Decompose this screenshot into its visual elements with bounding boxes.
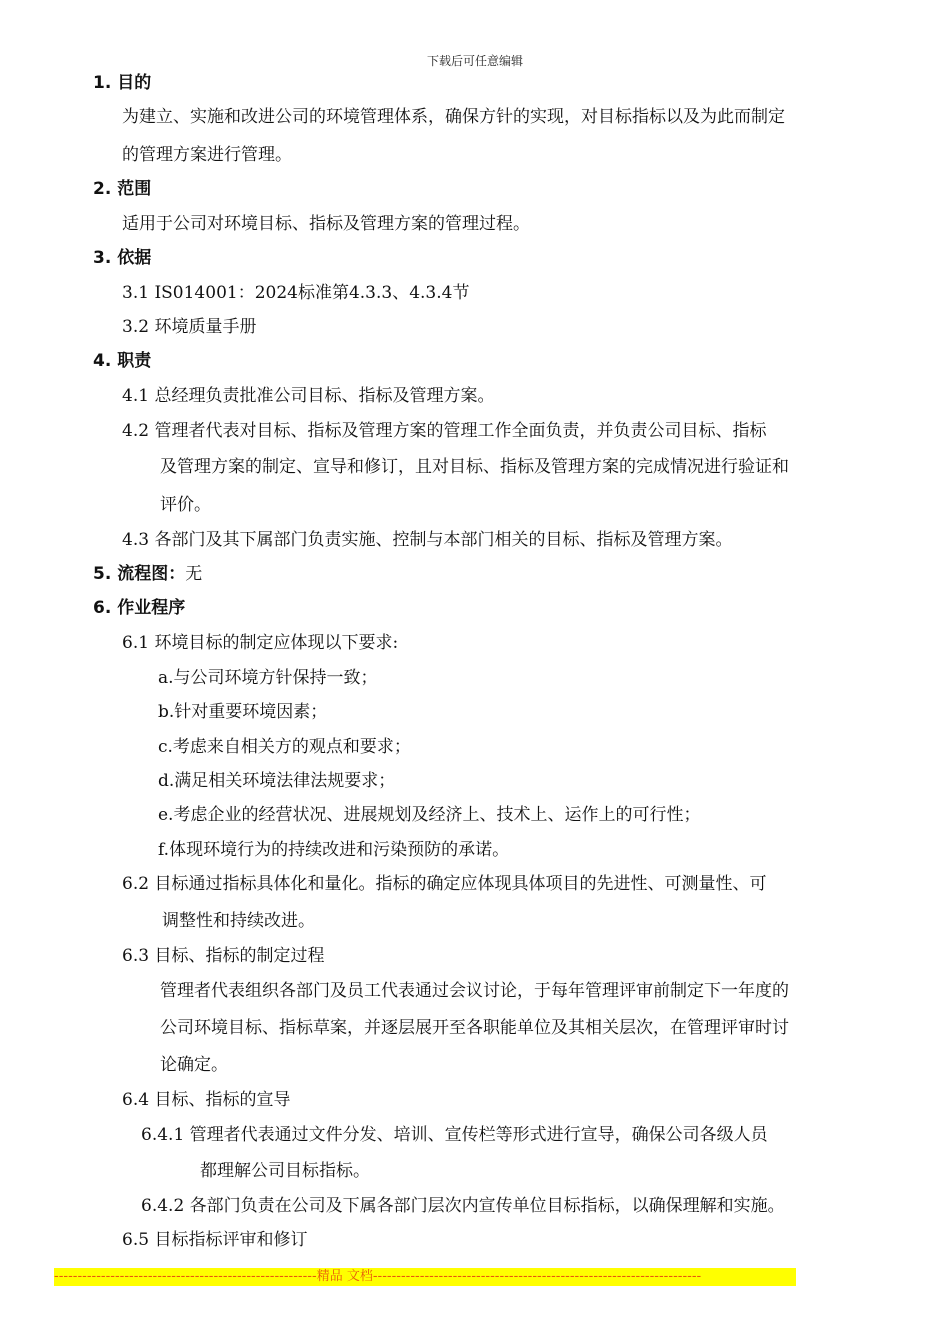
paragraph-line: 公司环境目标、指标草案，并逐层展开至各职能单位及其相关层次，在管理评审时讨 xyxy=(160,1018,789,1038)
sub-list-item: f.体现环境行为的持续改进和污染预防的承诺。 xyxy=(158,840,510,860)
paragraph-line: 的管理方案进行管理。 xyxy=(122,145,292,165)
section-title: 依据 xyxy=(117,248,152,268)
section-title: 流程图： xyxy=(117,564,186,584)
sub-list-item: d.满足相关环境法律法规要求； xyxy=(158,771,396,791)
section-1-heading xyxy=(93,72,151,94)
section-value: 无 xyxy=(185,564,203,584)
section-title: 作业程序 xyxy=(117,598,186,618)
sub-list-item: 6.4.1 管理者代表通过文件分发、培训、宣传栏等形式进行宣导，确保公司各级人员 xyxy=(141,1125,768,1145)
section-title: 范围 xyxy=(117,179,152,199)
section-4-heading xyxy=(93,350,151,372)
sub-list-item: 6.4.2 各部门负责在公司及下属各部门层次内宣传单位目标指标，以确保理解和实施。 xyxy=(141,1196,785,1216)
list-item: 3.2 环境质量手册 xyxy=(122,317,257,337)
section-6-heading xyxy=(93,597,185,619)
section-2-heading xyxy=(93,178,151,200)
paragraph-line: 论确定。 xyxy=(160,1055,228,1075)
paragraph-line: 管理者代表组织各部门及员工代表通过会议讨论，于每年管理评审前制定下一年度的 xyxy=(160,981,789,1001)
list-item-continuation: 调整性和持续改进。 xyxy=(162,911,315,931)
footer-banner xyxy=(54,1268,796,1286)
list-item: 6.5 目标指标评审和修订 xyxy=(122,1230,308,1250)
list-item-continuation: 都理解公司目标指标。 xyxy=(200,1161,370,1181)
section-title: 目的 xyxy=(117,73,152,93)
list-item-continuation: 及管理方案的制定、宣导和修订，且对目标、指标及管理方案的完成情况进行验证和 xyxy=(160,457,789,477)
sub-list-item: e.考虑企业的经营状况、进展规划及经济上、技术上、运作上的可行性； xyxy=(158,805,701,825)
sub-list-item: b.针对重要环境因素； xyxy=(158,702,328,722)
list-item: 4.1 总经理负责批准公司目标、指标及管理方案。 xyxy=(122,386,495,406)
footer-label: 精品 文档 xyxy=(316,1269,373,1284)
section-number: 3. xyxy=(93,248,112,268)
paragraph-line: 适用于公司对环境目标、指标及管理方案的管理过程。 xyxy=(122,214,530,234)
sub-list-item: a.与公司环境方针保持一致； xyxy=(158,668,378,688)
list-item: 4.2 管理者代表对目标、指标及管理方案的管理工作全面负责，并负责公司目标、指标 xyxy=(122,421,767,441)
footer-dashes-right: ---------------------------------------------------------------------- xyxy=(372,1269,702,1284)
section-number: 4. xyxy=(93,351,112,371)
section-number: 6. xyxy=(93,598,112,618)
list-item-continuation: 评价。 xyxy=(160,495,211,515)
list-item: 3.1 IS014001：2024标准第4.3.3、4.3.4节 xyxy=(122,283,470,303)
page-header-note: 下载后可任意编辑 xyxy=(426,54,523,68)
section-number: 5. xyxy=(93,564,112,584)
paragraph-line: 为建立、实施和改进公司的环境管理体系，确保方针的实现，对目标指标以及为此而制定 xyxy=(122,107,785,127)
list-item: 6.3 目标、指标的制定过程 xyxy=(122,946,325,966)
list-item: 4.3 各部门及其下属部门负责实施、控制与本部门相关的目标、指标及管理方案。 xyxy=(122,530,733,550)
section-5-heading xyxy=(93,563,202,585)
list-item: 6.1 环境目标的制定应体现以下要求: xyxy=(122,633,399,653)
sub-list-item: c.考虑来自相关方的观点和要求； xyxy=(158,737,411,757)
section-3-heading xyxy=(93,247,151,269)
footer-dashes-left: -------------------------------------------------------- xyxy=(54,1269,317,1284)
section-number: 1. xyxy=(93,73,112,93)
list-item: 6.2 目标通过指标具体化和量化。指标的确定应体现具体项目的先进性、可测量性、可 xyxy=(122,874,767,894)
section-title: 职责 xyxy=(117,351,152,371)
list-item: 6.4 目标、指标的宣导 xyxy=(122,1090,291,1110)
section-number: 2. xyxy=(93,179,112,199)
